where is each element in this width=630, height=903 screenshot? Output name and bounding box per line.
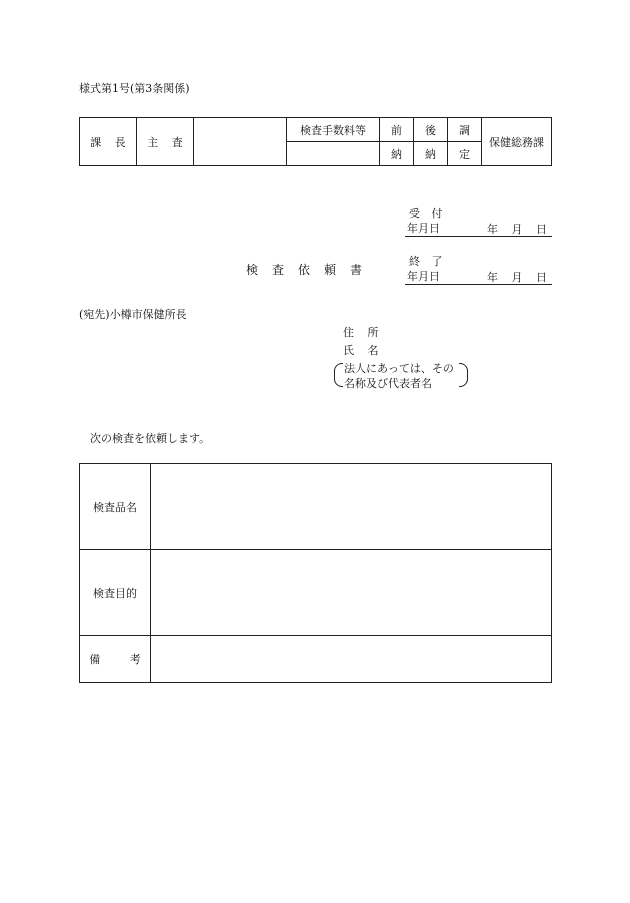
received-date: 年 月 日 — [487, 223, 547, 236]
prepaid-top-cell — [380, 118, 414, 142]
dept-label: 保健総務課 — [489, 135, 544, 149]
remarks-label: 備 考 — [89, 653, 141, 666]
received-underline — [405, 236, 552, 237]
adjust-bottom: 定 — [459, 147, 470, 161]
adjust-top: 調 — [459, 123, 470, 137]
prepaid-bottom-cell — [380, 142, 414, 166]
received-label: 受 付 — [409, 207, 443, 220]
completed-date: 年 月 日 — [487, 271, 547, 284]
item-name-field[interactable] — [151, 464, 552, 550]
supervisor-cell — [137, 118, 194, 166]
corp-note-line2: 名称及び代表者名 — [344, 377, 432, 390]
table-row-item-name — [80, 464, 552, 550]
blank-stamp-cell — [194, 118, 287, 166]
document-title: 検査依頼書 — [246, 263, 377, 277]
purpose-label: 検査目的 — [93, 586, 137, 600]
prepaid-top: 前 — [391, 123, 402, 137]
table-row-purpose — [80, 550, 552, 636]
table-row-remarks — [80, 636, 552, 683]
approval-table — [79, 117, 552, 166]
completed-label: 終 了 — [409, 255, 443, 268]
supervisor-label: 主 査 — [147, 135, 183, 149]
name-label: 氏 名 — [343, 344, 379, 357]
chief-label: 課 長 — [90, 135, 126, 149]
postpaid-top-cell — [414, 118, 448, 142]
remarks-label-cell — [80, 636, 151, 683]
fee-label: 検査手数料等 — [300, 123, 366, 137]
received-date-label: 年月日 — [407, 222, 440, 235]
prepaid-bottom: 納 — [391, 147, 402, 161]
fee-value-cell — [287, 142, 380, 166]
completed-date-label: 年月日 — [407, 270, 440, 283]
item-name-label-cell — [80, 464, 151, 550]
form-number: 様式第1号(第3条関係) — [79, 82, 190, 95]
chief-cell — [80, 118, 137, 166]
purpose-label-cell — [80, 550, 151, 636]
adjust-top-cell — [448, 118, 482, 142]
adjust-bottom-cell — [448, 142, 482, 166]
item-name-label: 検査品名 — [93, 500, 137, 514]
dept-cell — [482, 118, 552, 166]
postpaid-bottom: 納 — [425, 147, 436, 161]
address-label: 住 所 — [343, 326, 379, 339]
remarks-field[interactable] — [151, 636, 552, 683]
postpaid-top: 後 — [425, 123, 436, 137]
right-bracket — [459, 363, 468, 387]
inspection-table — [79, 463, 552, 683]
corp-note-line1: 法人にあっては、その — [344, 362, 454, 375]
left-bracket — [334, 363, 343, 387]
completed-underline — [405, 284, 552, 285]
request-text: 次の検査を依頼します。 — [90, 432, 211, 445]
purpose-field[interactable] — [151, 550, 552, 636]
postpaid-bottom-cell — [414, 142, 448, 166]
addressee: (宛先)小樽市保健所長 — [79, 308, 187, 321]
fee-label-cell — [287, 118, 380, 142]
